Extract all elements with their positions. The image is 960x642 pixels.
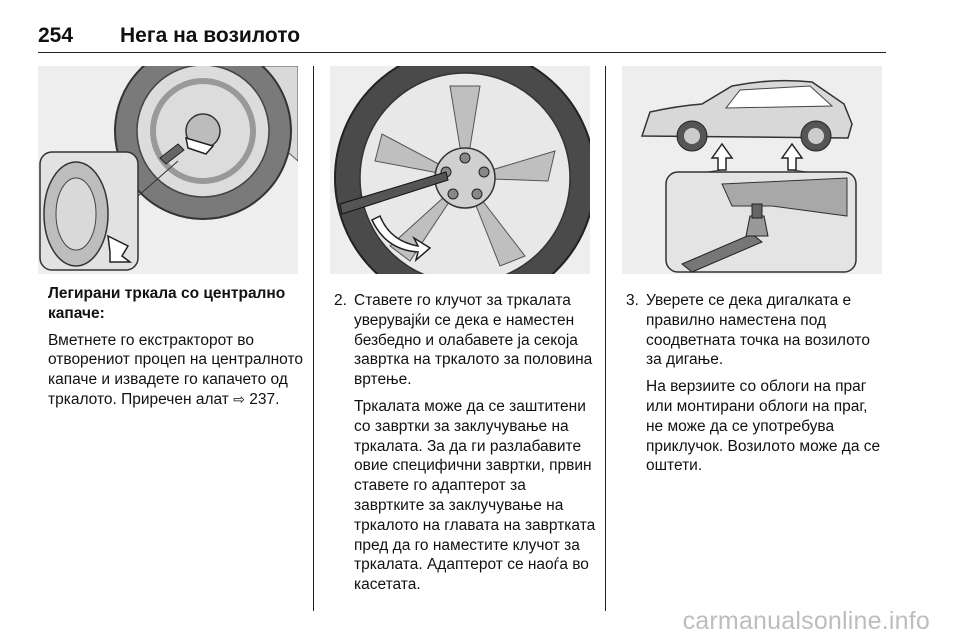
wheel-wrench-illustration <box>330 66 590 274</box>
column-1 <box>48 284 303 417</box>
paragraph: Вметнете го екстракторот во отворениот процеп на централното капаче и извадете го капачето од тркалото. Приречен алат ⇨ 237. <box>48 331 304 408</box>
step-text: Ставете го клучот за тркалата уверувајќи се дека е наместен безбедно и олабавете ја секоја завртка на тркалото за половина вртење. <box>354 292 593 389</box>
column-divider <box>313 66 314 611</box>
page-reference-arrow-icon: ⇨ <box>233 390 245 407</box>
column-2 <box>334 291 596 602</box>
step-text: Уверете се дека дигалката е правилно наместена под соодветната точка на возилото за дигање. <box>646 292 870 369</box>
step-2 <box>334 291 596 602</box>
note-text: На верзиите со облоги на праг или монтирани облоги на праг, не може да се употребува приклучок. Возилото може да се оштети. <box>646 378 881 475</box>
note-text: Тркалата може да се заштитени со завртки за заклучување на тркалата. За да ги разлабавите овие специфични завртки, првин ставете го адаптерот за завртките за заклучување на тркалото на главата на завртката пред да го наместите клучот за тркалата. Адаптерот се наоѓа во касетата. <box>354 397 596 594</box>
page-header <box>38 20 886 53</box>
step-3 <box>626 291 888 483</box>
column-3 <box>626 291 888 483</box>
step-number: 2. <box>334 292 347 309</box>
step-number: 3. <box>626 292 639 309</box>
wheel-cap-removal-illustration <box>38 66 298 274</box>
column-divider <box>605 66 606 611</box>
section-heading: Легирани тркала со централно капаче: <box>48 285 286 322</box>
page-number: 254 <box>38 24 74 47</box>
page-title: Нега на возилото <box>120 24 301 47</box>
car-jack-illustration <box>622 66 882 274</box>
watermark: carmanualsonline.info <box>682 607 930 635</box>
page-reference[interactable]: 237. <box>249 390 280 408</box>
